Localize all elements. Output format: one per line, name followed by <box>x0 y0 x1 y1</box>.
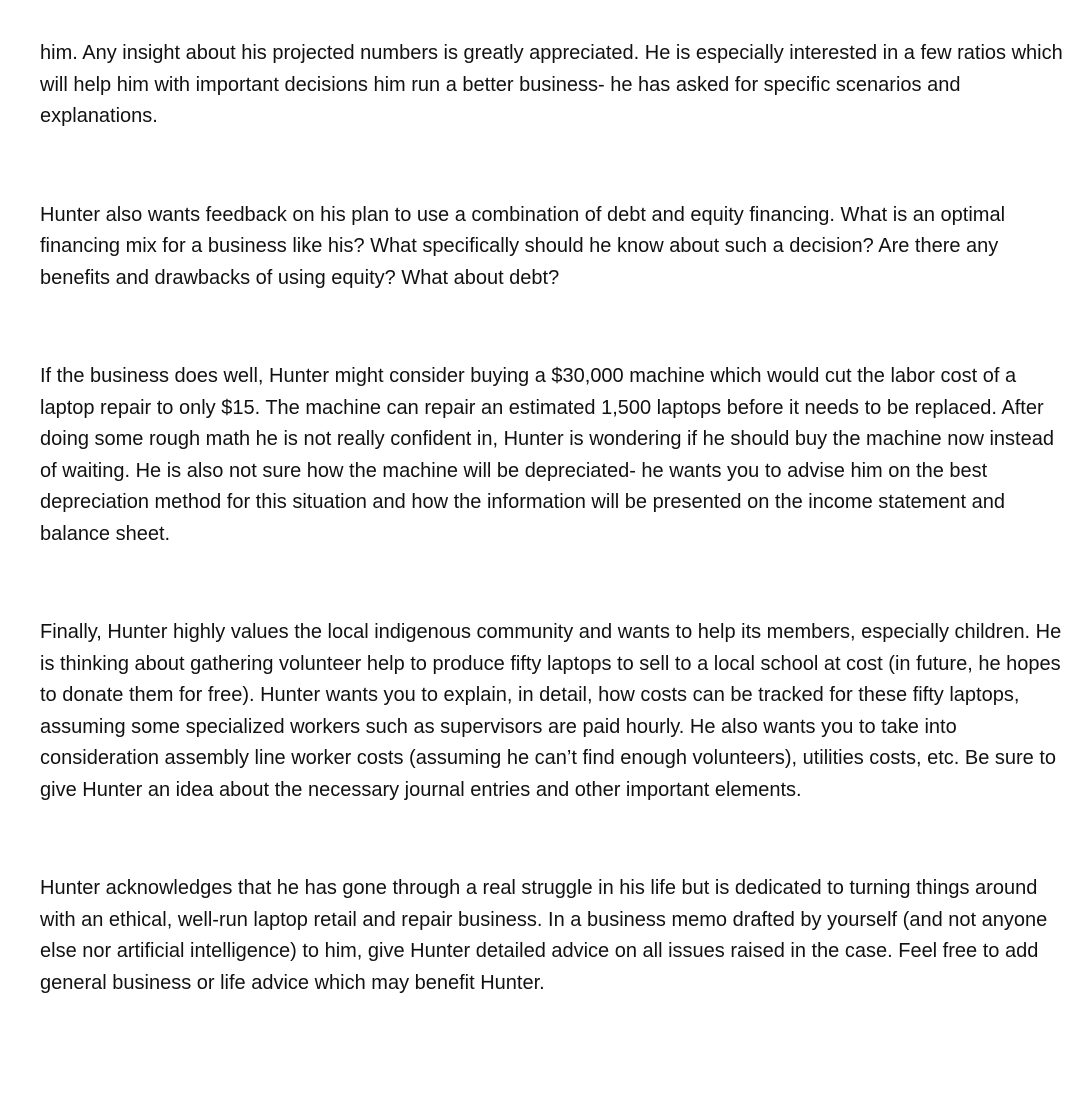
paragraph-ratios-request: him. Any insight about his projected numbers is greatly appreciated. He is especially interested in a few ratios which will help him with important decisions him run a better business- he has asked for specific scenarios and explanations. <box>40 42 1063 127</box>
document-body <box>40 38 1070 999</box>
paragraph-community-laptops: Finally, Hunter highly values the local indigenous community and wants to help its members, especially children. He is thinking about gathering volunteer help to produce fifty laptops to sell to a local school at cost (in future, he hopes to donate them for free). Hunter wants you to explain, in detail, how costs can be tracked for these fifty laptops, assuming some specialized workers such as supervisors are paid hourly. He also wants you to take into consideration assembly line worker costs (assuming he can’t find enough volunteers), utilities costs, etc. Be sure to give Hunter an idea about the necessary journal entries and other important elements. <box>40 621 1062 801</box>
paragraph-financing-mix: Hunter also wants feedback on his plan to use a combination of debt and equity financing. What is an optimal financing mix for a business like his? What specifically should he know about such a decision? Are there any benefits and drawbacks of using equity? What about debt? <box>40 203 1006 289</box>
paragraph-machine-purchase: If the business does well, Hunter might consider buying a $30,000 machine which would cut the labor cost of a laptop repair to only $15. The machine can repair an estimated 1,500 laptops before it needs to be replaced. After doing some rough math he is not really confident in, Hunter is wondering if he should buy the machine now instead of waiting. He is also not sure how the machine will be depreciated- he wants you to advise him on the best depreciation method for this situation and how the information will be presented on the income statement and balance sheet. <box>40 365 1054 545</box>
paragraph-business-memo: Hunter acknowledges that he has gone through a real struggle in his life but is dedicated to turning things around with an ethical, well-run laptop retail and repair business. In a business memo drafted by yourself (and not anyone else nor artificial intelligence) to him, give Hunter detailed advice on all issues raised in the case. Feel free to add general business or life advice which may benefit Hunter. <box>40 877 1048 994</box>
